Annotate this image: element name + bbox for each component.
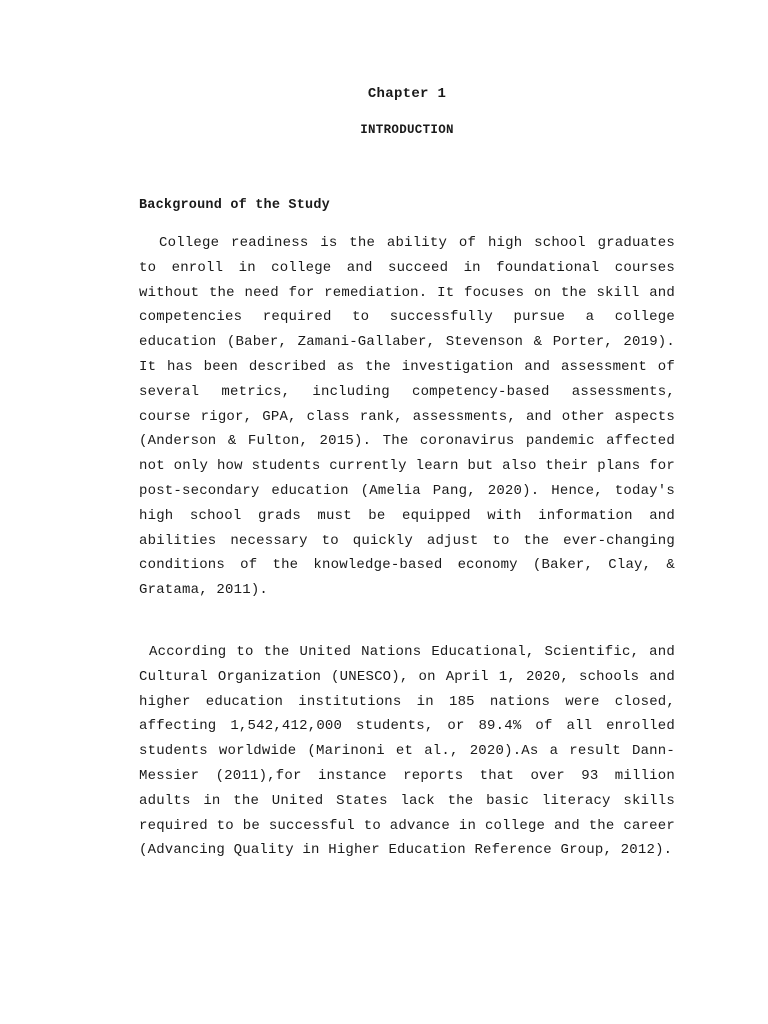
chapter-title: INTRODUCTION (360, 123, 454, 137)
section-heading: Background of the Study (139, 198, 330, 213)
chapter-label: Chapter 1 (367, 86, 447, 102)
body-paragraph-2: According to the United Nations Educational, Scientific, and Cultural Organization (UNESCO), on April 1, 2020, schools and higher education institutions in 185 nations were closed, affecting 1,542,412,000 students, or 89.4% of all enrolled students worldwide (Marinoni et al., 2020).As a result Dann-Messier (2011),for instance reports that over 93 million adults in the United States lack the basic literacy skills required to be successful to advance in college and the career (Advancing Quality in Higher Education Reference Group, 2012). (139, 644, 675, 859)
body-paragraph-1: College readiness is the ability of high school graduates to enroll in college and succeed in foundational courses without the need for remediation. It focuses on the skill and competencies required to successfully pursue a college education (Baber, Zamani-Gallaber, Stevenson & Porter, 2019). It has been described as the investigation and assessment of several metrics, including competency-based assessments, course rigor, GPA, class rank, assessments, and other aspects (Anderson & Fulton, 2015). The coronavirus pandemic affected not only how students currently learn but also their plans for post-secondary education (Amelia Pang, 2020). Hence, today's high school grads must be equipped with information and abilities necessary to quickly adjust to the ever-changing conditions of the knowledge-based economy (Baker, Clay, & Gratama, 2011). (139, 235, 675, 599)
